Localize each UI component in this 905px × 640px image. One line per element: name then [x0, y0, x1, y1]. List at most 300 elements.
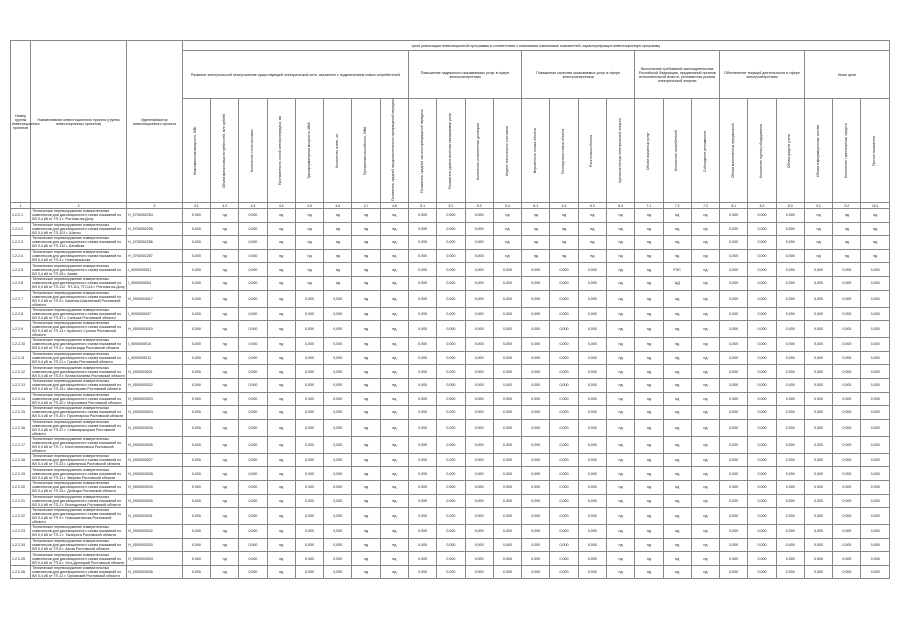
row-value: 0,000 — [578, 436, 606, 453]
column-number: 7.2 — [663, 203, 691, 209]
row-value: нд — [267, 508, 295, 525]
table-row — [11, 494, 890, 508]
table-row — [11, 419, 890, 436]
row-value: нд — [211, 565, 239, 579]
row-value: 0,000 — [295, 565, 323, 579]
row-value: 0,000 — [408, 222, 436, 236]
row-value: нд — [380, 538, 408, 552]
row-value: 0,000 — [748, 365, 776, 379]
row-value: 0,000 — [720, 480, 748, 494]
row-value: нд — [493, 249, 521, 263]
row-value: 0,000 — [324, 392, 352, 406]
row-number: 1.2.2.13 — [11, 378, 31, 392]
row-value: 0,000 — [833, 307, 861, 321]
row-value: нд — [663, 249, 691, 263]
column-number: 4.8 — [380, 203, 408, 209]
row-value: нд — [522, 236, 550, 250]
row-value: 0,000 — [776, 525, 804, 539]
row-value: 0,000 — [522, 338, 550, 352]
row-value: 0,000 — [295, 321, 323, 338]
row-value: 0,000 — [182, 365, 210, 379]
row-value: нд — [211, 276, 239, 290]
row-value: 0,000 — [748, 494, 776, 508]
row-value: 0,000 — [776, 552, 804, 566]
table-row — [11, 392, 890, 406]
row-value: 0,000 — [776, 480, 804, 494]
row-value: нд — [211, 453, 239, 467]
row-value: 0,000 — [578, 378, 606, 392]
row-value: нд — [606, 436, 634, 453]
row-value: 0,000 — [804, 263, 832, 277]
table-row — [11, 565, 890, 579]
row-value: нд — [380, 365, 408, 379]
header-goal-group-5: Обеспечение текущей деятельности в сфере электроэнергетики — [720, 51, 805, 99]
table-row — [11, 236, 890, 250]
row-value: 0,000 — [239, 307, 267, 321]
row-value: 0,000 — [748, 222, 776, 236]
row-project-name: Техническое перевооружение измерительных комплексов для дистанционного съема показаний по ВЛ 0,4 кВ от ТП-112, ТП-113, ТП-114 г. Ростова-на-Дону — [31, 276, 127, 290]
row-number: 1.2.2.9 — [11, 321, 31, 338]
row-value: нд — [352, 351, 380, 365]
row-value: 0,000 — [550, 307, 578, 321]
row-value: 0,000 — [776, 453, 804, 467]
header-indicator — [267, 99, 295, 203]
row-value: 0,000 — [182, 508, 210, 525]
row-value: 0,000 — [295, 453, 323, 467]
row-value: нд — [352, 565, 380, 579]
row-value: нд — [578, 236, 606, 250]
header-indicator-label: Количество единиц оборудования — [759, 123, 764, 178]
row-project-name: Техническое перевооружение измерительных комплексов для дистанционного съема показаний по ВЛ 0,4 кВ от ТП-40 г. Пролетарска Ростовской области — [31, 406, 127, 420]
row-value: нд — [380, 321, 408, 338]
row-value: нд — [211, 552, 239, 566]
row-value: 0,000 — [465, 406, 493, 420]
column-number: 4.7 — [352, 203, 380, 209]
row-value: нд — [691, 467, 719, 481]
row-value: нд — [635, 565, 663, 579]
table-row — [11, 538, 890, 552]
row-project-name: Техническое перевооружение измерительных комплексов для дистанционного съема показаний по ВЛ 0,4 кВ от ТП-6 г. Аксая Ростовской области — [31, 538, 127, 552]
row-value: нд — [267, 222, 295, 236]
row-value: нд — [663, 236, 691, 250]
column-number: 10.1 — [861, 203, 890, 209]
row-value: нд — [578, 209, 606, 223]
row-value: нд — [211, 249, 239, 263]
row-value: нд — [352, 209, 380, 223]
row-value: 0,000 — [437, 276, 465, 290]
row-value: нд — [211, 392, 239, 406]
row-value: 0,000 — [833, 552, 861, 566]
row-value: 0,000 — [550, 419, 578, 436]
row-value: 0,000 — [324, 290, 352, 307]
column-number: 6.3 — [578, 203, 606, 209]
row-value: нд — [522, 209, 550, 223]
row-value: нд — [267, 351, 295, 365]
row-value: 0,000 — [833, 365, 861, 379]
header-indicator-label: Объем выполненных предписаний — [730, 123, 735, 178]
row-value: нд — [804, 236, 832, 250]
row-value: 0,000 — [804, 436, 832, 453]
row-value: нд — [663, 290, 691, 307]
row-value: 0,000 — [833, 480, 861, 494]
row-number: 1.2.2.6 — [11, 276, 31, 290]
row-value: 0,000 — [437, 565, 465, 579]
row-value: 0,000 — [465, 538, 493, 552]
row-value: нд — [380, 307, 408, 321]
row-value: 0,000 — [748, 290, 776, 307]
row-value: 0,000 — [182, 552, 210, 566]
row-value: 0,000 — [295, 378, 323, 392]
investment-table-sheet — [10, 40, 890, 600]
row-value: нд — [578, 222, 606, 236]
row-value: нд — [267, 494, 295, 508]
row-value: нд — [635, 480, 663, 494]
row-value: 0,000 — [861, 525, 890, 539]
row-number: 1.2.2.25 — [11, 552, 31, 566]
row-value: 0,000 — [239, 338, 267, 352]
row-value: нд — [493, 209, 521, 223]
row-project-id: H_0000003025 — [127, 419, 183, 436]
row-value: 0,000 — [522, 276, 550, 290]
row-value: 0,000 — [239, 209, 267, 223]
row-value: 0,000 — [776, 565, 804, 579]
row-value: 0,000 — [324, 365, 352, 379]
column-number: 1 — [11, 203, 31, 209]
row-number: 1.2.2.7 — [11, 290, 31, 307]
row-value: 0,000 — [522, 565, 550, 579]
row-value: нд — [267, 209, 295, 223]
row-value: 0,000 — [522, 453, 550, 467]
row-value: 0,000 — [522, 351, 550, 365]
row-value: нд — [380, 276, 408, 290]
row-value: 0,000 — [578, 538, 606, 552]
row-value: 0,000 — [408, 467, 436, 481]
row-value: 0,000 — [578, 419, 606, 436]
row-value: 0,000 — [295, 494, 323, 508]
row-value: 0,000 — [295, 480, 323, 494]
row-value: нд — [635, 494, 663, 508]
row-value: нд — [211, 494, 239, 508]
row-value: 0,000 — [182, 453, 210, 467]
row-value: 0,000 — [324, 321, 352, 338]
row-value: 0,000 — [720, 290, 748, 307]
row-value: 0,000 — [578, 453, 606, 467]
row-value: 0,000 — [776, 209, 804, 223]
header-indicator-label: Объем информационных систем — [815, 124, 820, 177]
row-value: 0,000 — [493, 525, 521, 539]
row-value: нд — [352, 307, 380, 321]
row-value: 0,000 — [324, 538, 352, 552]
table-row — [11, 222, 890, 236]
row-value: 0,000 — [522, 480, 550, 494]
row-value: 0,000 — [493, 508, 521, 525]
row-number: 1.2.2.3 — [11, 236, 31, 250]
header-indicator-label: Соблюдение регламентов — [702, 129, 707, 172]
row-value: нд — [691, 222, 719, 236]
row-value: нд — [833, 222, 861, 236]
row-value: 0,000 — [833, 525, 861, 539]
row-value: 0,000 — [833, 565, 861, 579]
row-value: нд — [635, 236, 663, 250]
row-number: 1.2.2.22 — [11, 508, 31, 525]
row-value: 0,000 — [720, 419, 748, 436]
header-indicator — [550, 99, 578, 203]
row-value: РЭС — [663, 263, 691, 277]
row-value: 0,000 — [578, 392, 606, 406]
row-value: 0,000 — [578, 321, 606, 338]
row-value: нд — [691, 351, 719, 365]
row-value: 0,000 — [465, 552, 493, 566]
header-indicator — [408, 99, 436, 203]
column-number: 4.5 — [295, 203, 323, 209]
row-value: нд — [691, 508, 719, 525]
row-value: 0,000 — [550, 351, 578, 365]
row-value: нд — [493, 222, 521, 236]
row-value: 0,000 — [324, 565, 352, 579]
row-project-name: Техническое перевооружение измерительных комплексов для дистанционного съема показаний по ВЛ 0,4 кВ от ТП-14 г. Красного Сулина Ростовской области — [31, 321, 127, 338]
row-value: нд — [606, 321, 634, 338]
row-value: 0,000 — [578, 406, 606, 420]
row-value: нд — [352, 222, 380, 236]
column-number: 8.2 — [748, 203, 776, 209]
row-project-name: Техническое перевооружение измерительных комплексов для дистанционного съема показаний по ВЛ 0,4 кВ от ТП-4 г. Новочеркасска — [31, 249, 127, 263]
row-value: 0,000 — [550, 276, 578, 290]
row-value: 0,000 — [408, 290, 436, 307]
row-project-name: Техническое перевооружение измерительных комплексов для дистанционного съема показаний по ВЛ 0,4 кВ от ТП-8 г. Усть-Донецкий Ростовской области — [31, 552, 127, 566]
row-value: 0,000 — [295, 467, 323, 481]
row-number: 1.2.2.18 — [11, 453, 31, 467]
row-value: нд — [691, 365, 719, 379]
row-value: 0,000 — [408, 552, 436, 566]
row-value: 0,000 — [861, 276, 890, 290]
row-value: нд — [267, 453, 295, 467]
row-value: 0,000 — [861, 406, 890, 420]
row-value: нд — [267, 419, 295, 436]
row-value: нд — [663, 392, 691, 406]
header-indicator — [861, 99, 890, 203]
row-value: нд — [663, 406, 691, 420]
row-value: нд — [295, 276, 323, 290]
row-value: 0,000 — [861, 290, 890, 307]
row-number: 1.2.2.24 — [11, 538, 31, 552]
row-value: 0,000 — [408, 378, 436, 392]
row-value: нд — [380, 406, 408, 420]
row-value: нд — [295, 222, 323, 236]
row-value: 0,000 — [239, 290, 267, 307]
row-value: 0,000 — [550, 538, 578, 552]
header-indicator — [804, 99, 832, 203]
row-value: нд — [550, 236, 578, 250]
row-project-name: Техническое перевооружение измерительных комплексов для дистанционного съема показаний по ВЛ 0,4 кВ от ТП-33 г. Цимлянска Ростовской области — [31, 453, 127, 467]
row-value: нд — [324, 209, 352, 223]
table-row — [11, 467, 890, 481]
header-indicator — [352, 99, 380, 203]
row-value: нд — [606, 263, 634, 277]
column-number: 8.3 — [776, 203, 804, 209]
header-goal-group-4: Выполнение требований законодательства Российской Федерации, предписаний органов исполнительной власти, регламентов рынков электрической энергии — [635, 51, 720, 99]
row-value: 0,000 — [437, 290, 465, 307]
header-indicator-label: Объем средств учета — [787, 133, 792, 168]
row-value: 0,000 — [437, 480, 465, 494]
row-value: 0,000 — [550, 480, 578, 494]
row-project-id: H_0000003030 — [127, 494, 183, 508]
row-project-name: Техническое перевооружение измерительных комплексов для дистанционного съема показаний по ВЛ 0,4 кВ от ТП-57 г. Сальска Ростовской области — [31, 307, 127, 321]
row-value: 0,000 — [295, 436, 323, 453]
column-number: 4.4 — [267, 203, 295, 209]
row-value: 0,000 — [578, 467, 606, 481]
row-value: 0,000 — [804, 419, 832, 436]
row-value: 0,000 — [493, 351, 521, 365]
row-value: 0,000 — [182, 565, 210, 579]
header-indicator-label: Вероятность отказа объекта — [532, 128, 537, 173]
row-number: 1.2.2.15 — [11, 406, 31, 420]
row-value: нд — [691, 453, 719, 467]
header-indicator — [437, 99, 465, 203]
row-value: нд — [352, 276, 380, 290]
row-value: 0,000 — [578, 494, 606, 508]
row-value: 0,000 — [408, 276, 436, 290]
row-value: 0,000 — [833, 406, 861, 420]
row-project-id: H_0000003028 — [127, 467, 183, 481]
row-value: 0,000 — [408, 436, 436, 453]
row-value: 0,000 — [493, 307, 521, 321]
row-value: 0,000 — [861, 351, 890, 365]
row-value: 0,000 — [465, 453, 493, 467]
column-number: 5.3 — [465, 203, 493, 209]
row-value: 0,000 — [437, 263, 465, 277]
row-value: 0,000 — [861, 338, 890, 352]
row-value: нд — [606, 338, 634, 352]
row-value: нд — [606, 378, 634, 392]
row-number: 1.2.2.8 — [11, 307, 31, 321]
table-row — [11, 351, 890, 365]
row-value: 0,000 — [833, 378, 861, 392]
row-value: 0,000 — [578, 307, 606, 321]
row-value: нд — [352, 552, 380, 566]
row-value: 0,000 — [550, 565, 578, 579]
header-indicator — [493, 99, 521, 203]
table-row — [11, 552, 890, 566]
row-value: 0,000 — [465, 508, 493, 525]
row-project-name: Техническое перевооружение измерительных комплексов для дистанционного съема показаний по ВЛ 0,4 кВ от ТП-15 г. Донецка Ростовской области — [31, 480, 127, 494]
row-value: 0,000 — [748, 351, 776, 365]
header-indicator-label: Удельные потери электрической энергии — [617, 118, 622, 183]
row-value: 0,000 — [437, 338, 465, 352]
row-value: 0,000 — [720, 236, 748, 250]
row-value: 0,000 — [182, 307, 210, 321]
row-value: 0,000 — [408, 351, 436, 365]
row-value: 0,000 — [493, 453, 521, 467]
row-value: 0,000 — [776, 263, 804, 277]
row-value: 0,000 — [776, 494, 804, 508]
row-value: нд — [380, 480, 408, 494]
row-value: нд — [380, 525, 408, 539]
row-value: 0,000 — [465, 419, 493, 436]
row-value: 0,000 — [437, 508, 465, 525]
row-value: 0,000 — [522, 436, 550, 453]
row-value: 0,000 — [465, 236, 493, 250]
row-value: нд — [691, 209, 719, 223]
row-value: 0,000 — [295, 290, 323, 307]
row-value: 0,000 — [437, 209, 465, 223]
row-value: нд — [352, 392, 380, 406]
row-value: 0,000 — [720, 307, 748, 321]
row-project-name: Техническое перевооружение измерительных комплексов для дистанционного съема показаний по ВЛ 0,4 кВ от ТП-1 г. Ростова-на-Дону — [31, 209, 127, 223]
row-value: 0,000 — [295, 525, 323, 539]
row-value: 0,000 — [522, 378, 550, 392]
column-number: 3 — [127, 203, 183, 209]
row-value: 0,000 — [833, 453, 861, 467]
row-value: нд — [267, 276, 295, 290]
column-number: 7.3 — [691, 203, 719, 209]
row-value: нд — [635, 338, 663, 352]
row-value: 0,000 — [776, 365, 804, 379]
header-indicator-label: Показатель средней частоты прекращений передачи — [419, 108, 424, 193]
row-value: нд — [380, 453, 408, 467]
column-number: 4.6 — [324, 203, 352, 209]
row-value: нд — [663, 351, 691, 365]
row-value: нд — [635, 351, 663, 365]
header-indicator — [211, 99, 239, 203]
row-value: 0,000 — [324, 378, 352, 392]
row-value: 0,000 — [804, 453, 832, 467]
row-value: нд — [380, 249, 408, 263]
header-goal-group-6: Иные цели — [804, 51, 889, 99]
row-value: 0,000 — [182, 263, 210, 277]
row-value: 0,000 — [550, 392, 578, 406]
row-value: нд — [635, 453, 663, 467]
column-number: 9.2 — [833, 203, 861, 209]
row-value: 0,000 — [833, 467, 861, 481]
row-value: 0,000 — [182, 222, 210, 236]
row-value: нд — [606, 236, 634, 250]
row-value: нд — [211, 290, 239, 307]
row-value: нд — [663, 321, 691, 338]
row-value: 0,000 — [295, 351, 323, 365]
row-value: нд — [211, 525, 239, 539]
header-goal-group-3: Повышение качества оказываемых услуг в сфере электроэнергетики — [522, 51, 635, 99]
column-number: 2 — [31, 203, 127, 209]
row-value: 0,000 — [578, 351, 606, 365]
row-value: 0,000 — [493, 338, 521, 352]
row-value: нд — [267, 307, 295, 321]
row-value: нд — [691, 494, 719, 508]
row-value: 0,000 — [748, 508, 776, 525]
row-value: 0,000 — [550, 494, 578, 508]
row-project-id: I_0000000004 — [127, 276, 183, 290]
row-value: нд — [267, 436, 295, 453]
row-value: 0,000 — [748, 338, 776, 352]
column-number: 5.2 — [437, 203, 465, 209]
row-value: 0,000 — [182, 378, 210, 392]
row-value: нд — [663, 436, 691, 453]
row-value: нд — [211, 209, 239, 223]
row-number: 1.2.2.2 — [11, 222, 31, 236]
row-value: нд — [324, 263, 352, 277]
row-value: 0,000 — [861, 365, 890, 379]
row-value: нд — [352, 436, 380, 453]
row-project-name: Техническое перевооружение измерительных комплексов для дистанционного съема показаний по ВЛ 0,4 кВ от ТП-101 г. Шахты — [31, 222, 127, 236]
row-project-name: Техническое перевооружение измерительных комплексов для дистанционного съема показаний по ВЛ 0,4 кВ от ТП-11 г. Зверево Ростовской области — [31, 467, 127, 481]
row-value: нд — [691, 565, 719, 579]
row-value: нд — [211, 307, 239, 321]
row-value: нд — [380, 290, 408, 307]
row-value: нд — [663, 552, 691, 566]
row-value: нд — [295, 236, 323, 250]
row-value: 0,000 — [324, 467, 352, 481]
row-value: 0,000 — [748, 525, 776, 539]
row-value: 0,000 — [493, 365, 521, 379]
